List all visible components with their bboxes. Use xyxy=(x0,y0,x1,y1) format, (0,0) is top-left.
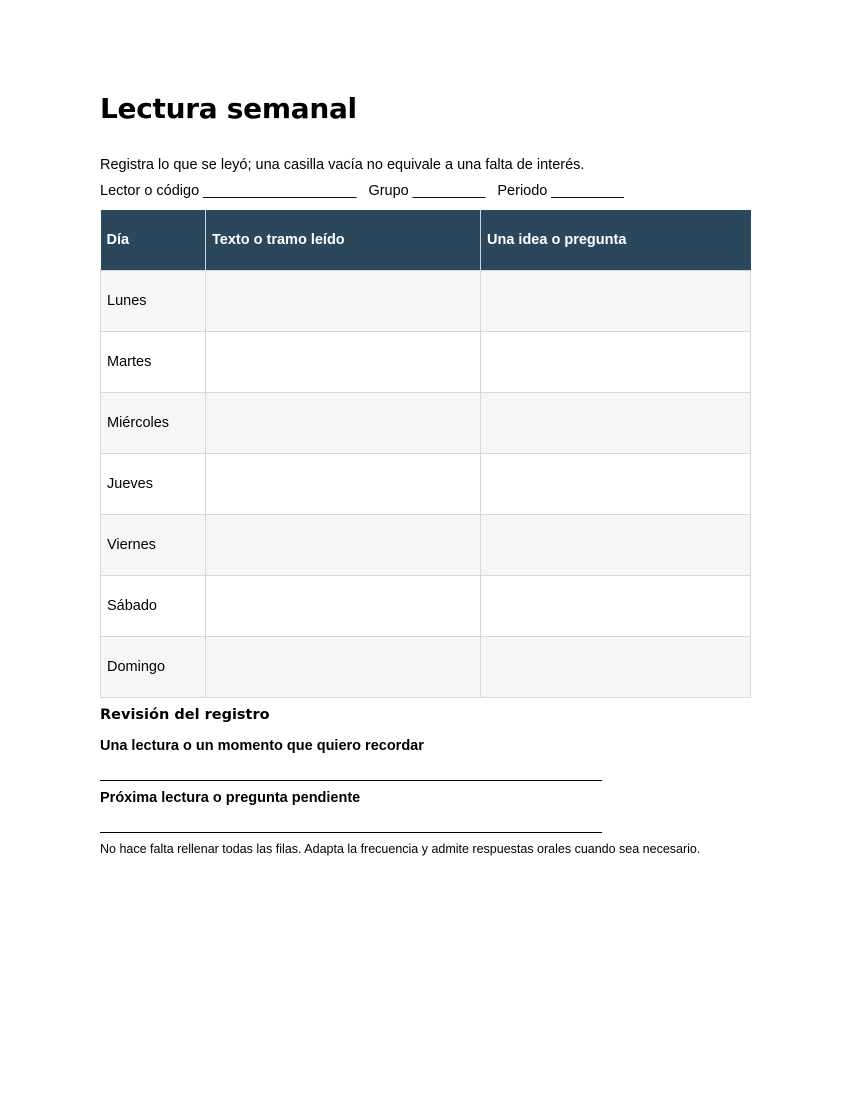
idea-cell[interactable] xyxy=(481,576,751,637)
day-cell: Viernes xyxy=(101,515,206,576)
header-text: Texto o tramo leído xyxy=(206,210,481,271)
text-cell[interactable] xyxy=(206,271,481,332)
text-cell[interactable] xyxy=(206,332,481,393)
reading-log-table xyxy=(100,210,751,698)
day-cell: Sábado xyxy=(101,576,206,637)
next-reading-answer-line[interactable] xyxy=(100,832,602,833)
text-cell[interactable] xyxy=(206,576,481,637)
page-title: Lectura semanal xyxy=(100,92,357,125)
idea-cell[interactable] xyxy=(481,393,751,454)
text-cell[interactable] xyxy=(206,515,481,576)
header-idea: Una idea o pregunta xyxy=(481,210,751,271)
table-row xyxy=(101,515,751,576)
intro-text: Registra lo que se leyó; una casilla vacía no equivale a una falta de interés. xyxy=(100,157,585,173)
idea-cell[interactable] xyxy=(481,515,751,576)
idea-cell[interactable] xyxy=(481,454,751,515)
text-cell[interactable] xyxy=(206,454,481,515)
memory-answer-line[interactable] xyxy=(100,780,602,781)
table-row xyxy=(101,576,751,637)
review-heading: Revisión del registro xyxy=(100,707,270,723)
table-row xyxy=(101,393,751,454)
table-row xyxy=(101,332,751,393)
idea-cell[interactable] xyxy=(481,332,751,393)
day-cell: Lunes xyxy=(101,271,206,332)
footer-note: No hace falta rellenar todas las filas. Adapta la frecuencia y admite respuestas orales cuando sea necesario. xyxy=(100,842,701,856)
group-field: Grupo _________ xyxy=(368,183,486,199)
day-cell: Jueves xyxy=(101,454,206,515)
idea-cell[interactable] xyxy=(481,271,751,332)
text-cell[interactable] xyxy=(206,637,481,698)
day-cell: Miércoles xyxy=(101,393,206,454)
table-row xyxy=(101,637,751,698)
idea-cell[interactable] xyxy=(481,637,751,698)
table-row xyxy=(101,271,751,332)
text-cell[interactable] xyxy=(206,393,481,454)
next-reading-prompt: Próxima lectura o pregunta pendiente xyxy=(100,790,361,806)
reader-field: Lector o código ___________________ xyxy=(100,183,357,199)
day-cell: Domingo xyxy=(101,637,206,698)
header-day: Día xyxy=(101,210,206,271)
table-header-row xyxy=(101,210,751,271)
table-row xyxy=(101,454,751,515)
day-cell: Martes xyxy=(101,332,206,393)
memory-prompt: Una lectura o un momento que quiero recordar xyxy=(100,738,424,754)
header-fields xyxy=(100,183,624,199)
period-field: Periodo _________ xyxy=(497,183,624,199)
